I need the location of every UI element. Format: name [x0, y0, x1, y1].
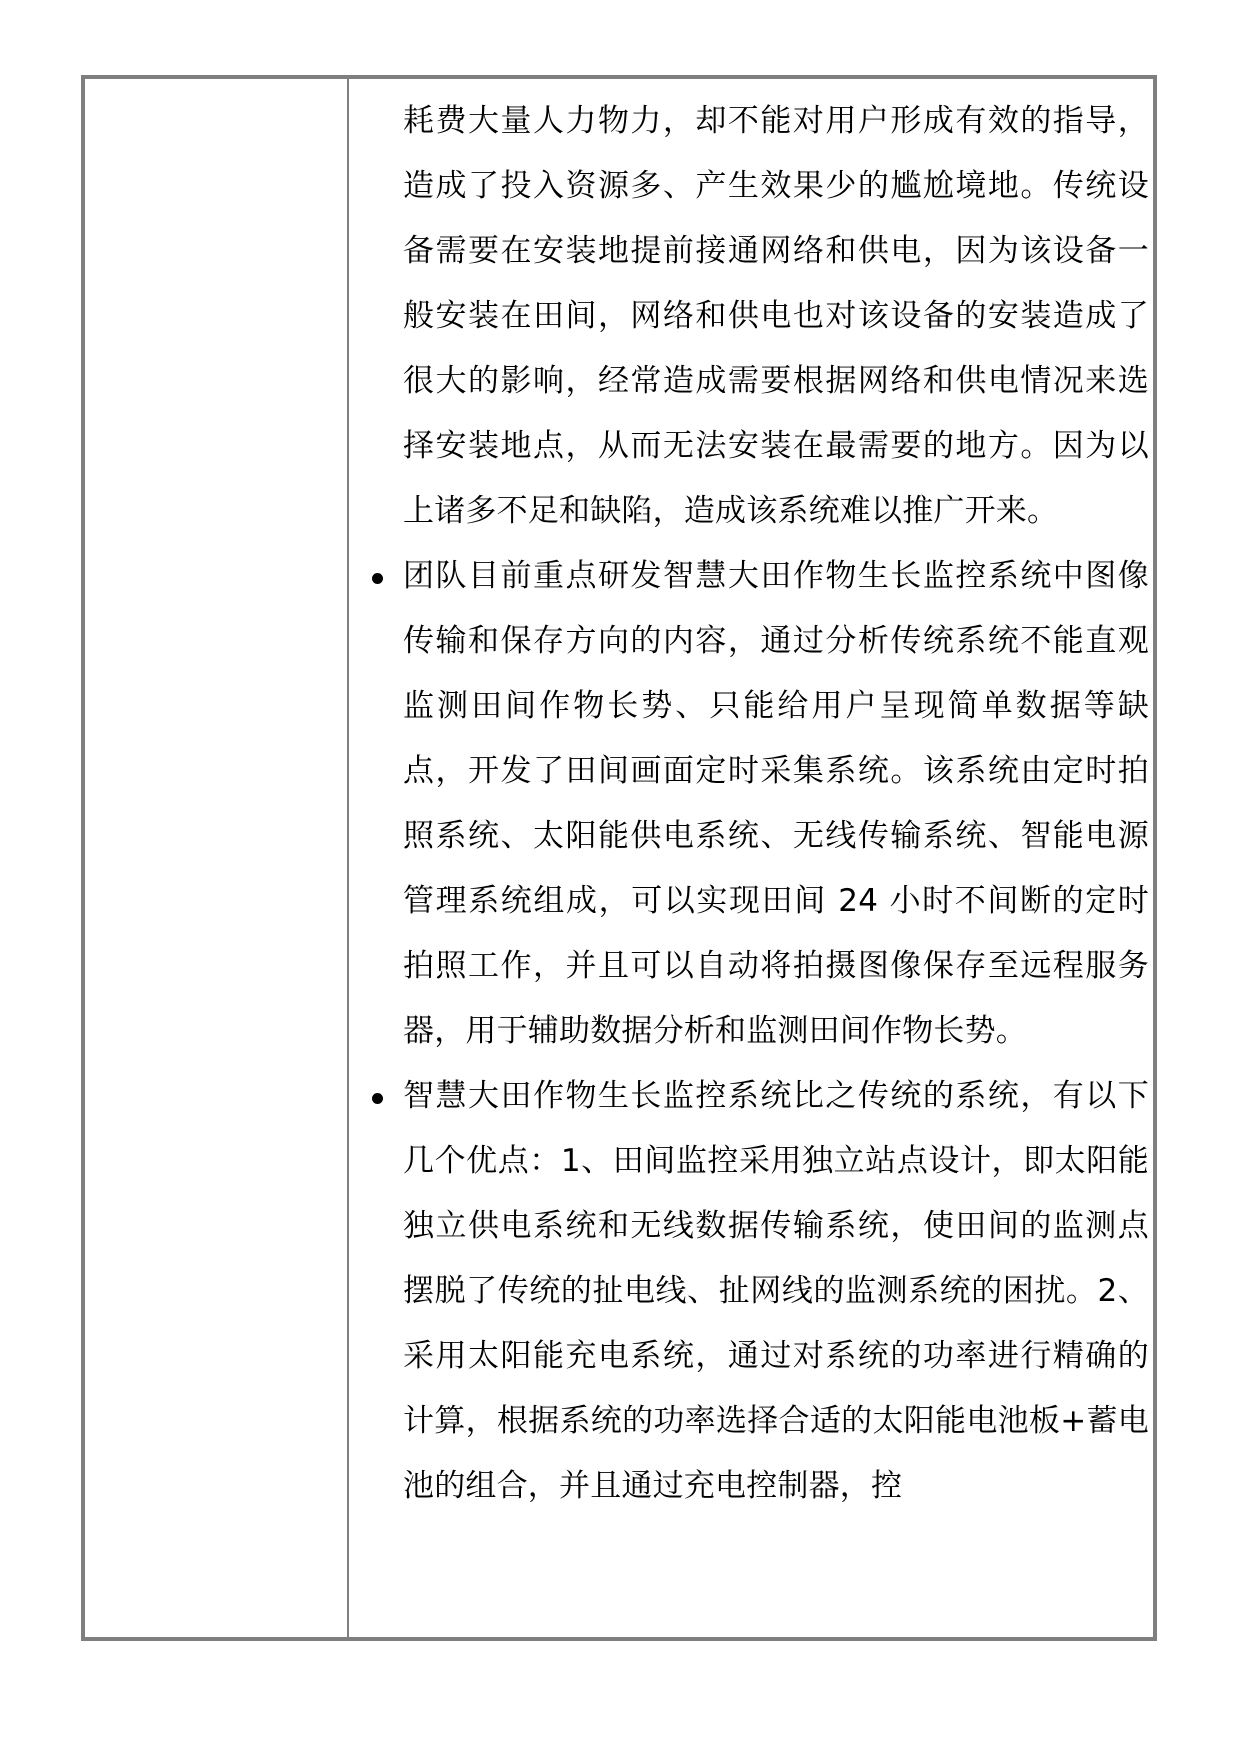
bullet-dot-icon: [362, 544, 392, 609]
bullet-dot-icon: [362, 1064, 392, 1129]
table-right-cell: [349, 79, 1153, 1637]
bullet-text: 团队目前重点研发智慧大田作物生长监控系统中图像传输和保存方向的内容，通过分析传统系统不能直观监测田间作物长势、只能给用户呈现简单数据等缺点，开发了田间画面定时采集系统。该系统由定时拍照系统、太阳能供电系统、无线传输系统、智能电源管理系统组成，可以实现田间 24 小时不间断的定时拍照工作，并且可以自动将拍摄图像保存至远程服务器，用于辅助数据分析和监测田间作物长势。: [403, 558, 1149, 1049]
bullet-item: [349, 544, 1153, 1064]
bullet-item: [349, 1064, 1153, 1519]
content-table: [81, 75, 1157, 1641]
continuation-paragraph: 耗费大量人力物力，却不能对用户形成有效的指导，造成了投入资源多、产生效果少的尴尬境地。传统设备需要在安装地提前接通网络和供电，因为该设备一般安装在田间，网络和供电也对该设备的安装造成了很大的影响，经常造成需要根据网络和供电情况来选择安装地点，从而无法安装在最需要的地方。因为以上诸多不足和缺陷，造成该系统难以推广开来。: [403, 103, 1149, 529]
bullet-text: 智慧大田作物生长监控系统比之传统的系统，有以下几个优点：1、田间监控采用独立站点设计，即太阳能独立供电系统和无线数据传输系统，使田间的监测点摆脱了传统的扯电线、扯网线的监测系统的困扰。2、采用太阳能充电系统，通过对系统的功率进行精确的计算，根据系统的功率选择合适的太阳能电池板+蓄电池的组合，并且通过充电控制器，控: [403, 1078, 1149, 1504]
table-left-cell: [85, 79, 349, 1637]
